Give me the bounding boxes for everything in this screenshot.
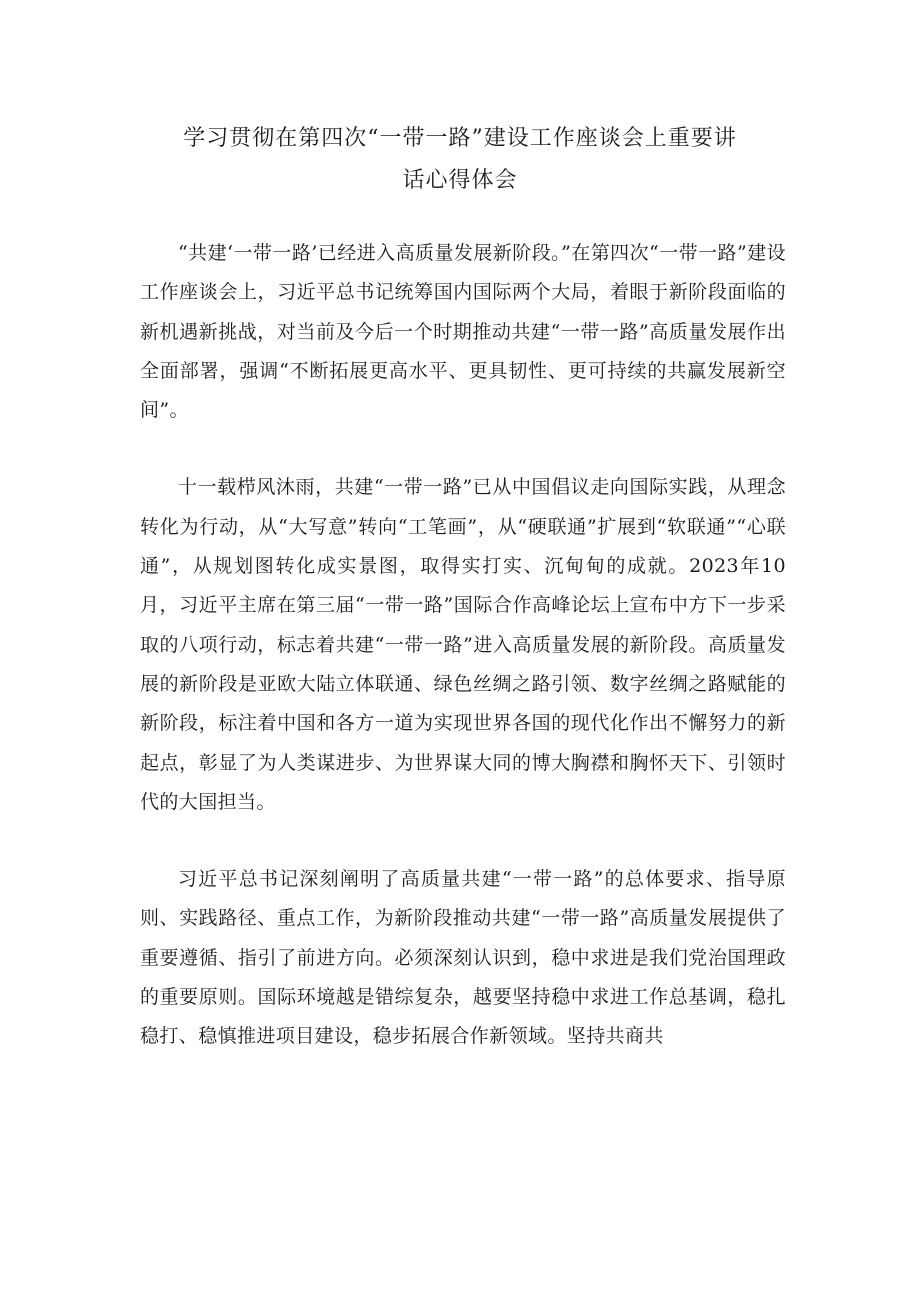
paragraph-2: 十一载栉风沐雨，共建“一带一路”已从中国倡议走向国际实践，从理念转化为行动，从“大写意”转向“工笔画”，从“硬联通”扩展到“软联通”“心联通”，从规划图转化成实景图，取得实打实、沉甸甸的成就。2023年10月，习近平主席在第三届“一带一路”国际合作高峰论坛上宣布中方下一步采取的八项行动，标志着共建“一带一路”进入高质量发展的新阶段。高质量发展的新阶段是亚欧大陆立体联通、绿色丝绸之路引领、数字丝绸之路赋能的新阶段，标注着中国和各方一道为实现世界各国的现代化作出不懈努力的新起点，彰显了为人类谋进步、为世界谋大同的博大胸襟和胸怀天下、引领时代的大国担当。 [140,476,786,813]
title-line-1: 学习贯彻在第四次“一带一路”建设工作座谈会上重要讲 [183,126,737,151]
paragraph-1: “共建‘一带一路’已经进入高质量发展新阶段。”在第四次“一带一路”建设工作座谈会上，习近平总书记统筹国内国际两个大局，着眼于新阶段面临的新机遇新挑战，对当前及今后一个时期推动共建“一带一路”高质量发展作出全面部署，强调“不断拓展更高水平、更具韧性、更可持续的共赢发展新空间”。 [140,242,786,422]
document-body [140,234,786,1095]
document-title [130,118,790,202]
title-line-2: 话心得体会 [402,168,518,193]
paragraph-3: 习近平总书记深刻阐明了高质量共建“一带一路”的总体要求、指导原则、实践路径、重点工作，为新阶段推动共建“一带一路”高质量发展提供了重要遵循、指引了前进方向。必须深刻认识到，稳中求进是我们党治国理政的重要原则。国际环境越是错综复杂，越要坚持稳中求进工作总基调，稳扎稳打、稳慎推进项目建设，稳步拓展合作新领域。坚持共商共 [140,868,786,1048]
